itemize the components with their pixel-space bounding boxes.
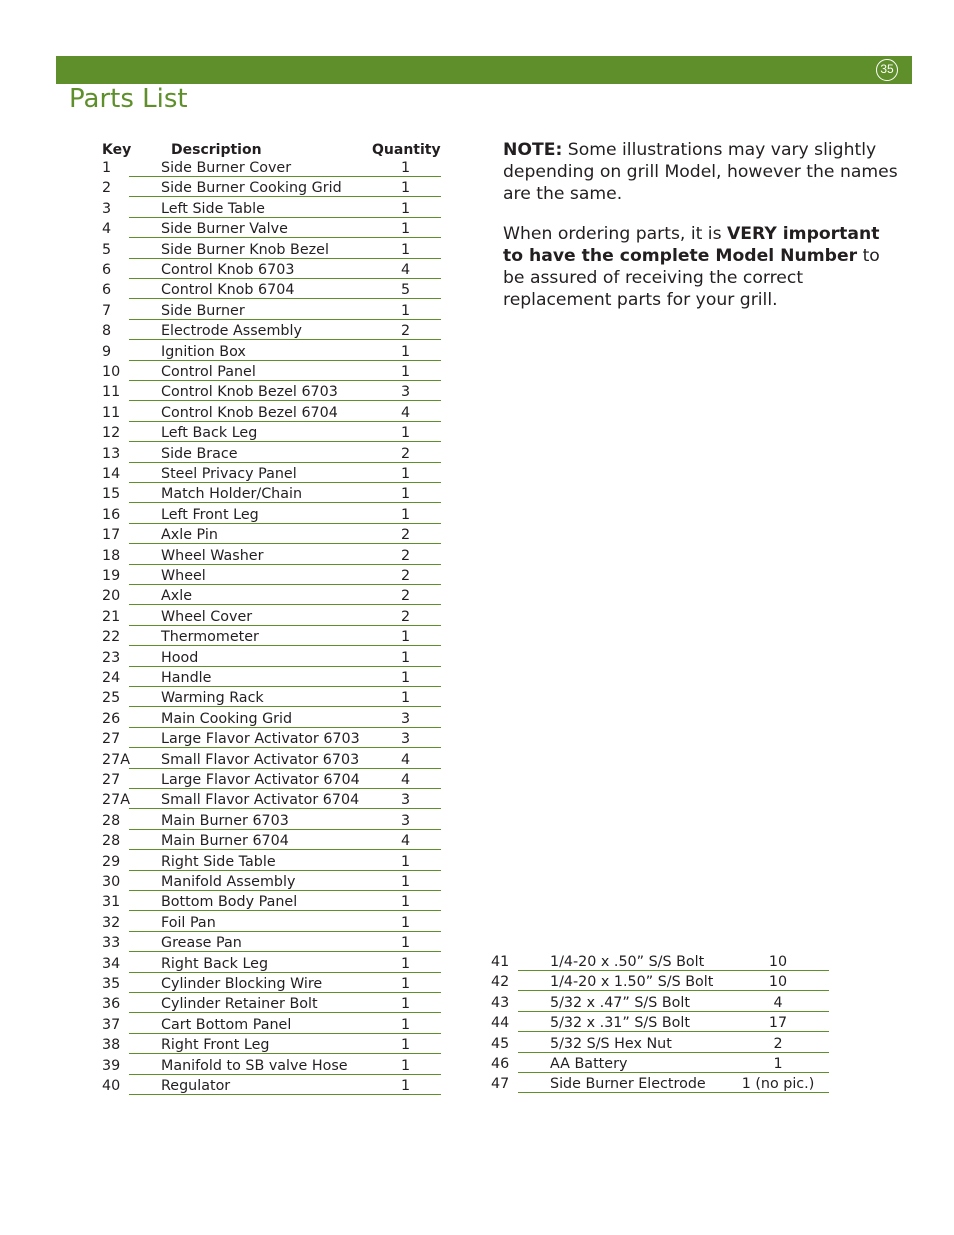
part-quantity: 2 <box>401 588 411 605</box>
part-description: Small Flavor Activator 6703 <box>161 751 360 768</box>
part-key: 40 <box>102 1078 121 1094</box>
part-key: 46 <box>491 1056 510 1072</box>
part-description: Side Burner Electrode <box>550 1076 706 1093</box>
part-description: Large Flavor Activator 6703 <box>161 731 360 748</box>
part-key: 19 <box>102 568 121 584</box>
part-key: 39 <box>102 1057 121 1074</box>
part-description: Main Burner 6703 <box>161 812 289 829</box>
part-description: 1/4-20 x 1.50” S/S Bolt <box>550 974 714 991</box>
part-key: 35 <box>102 976 121 992</box>
row-divider <box>129 584 441 585</box>
part-key: 45 <box>491 1035 510 1052</box>
part-description: Manifold to SB valve Hose <box>161 1057 348 1074</box>
part-description: Right Back Leg <box>161 955 269 972</box>
part-description: Control Panel <box>161 364 256 380</box>
part-description: Side Burner Cover <box>161 160 292 176</box>
part-key: 47 <box>491 1076 510 1093</box>
part-description: Wheel Cover <box>161 608 253 625</box>
part-quantity: 1 <box>401 914 411 931</box>
row-divider <box>129 176 441 177</box>
table-row <box>0 934 954 954</box>
row-divider <box>129 604 441 605</box>
header-bar <box>56 56 912 84</box>
part-description: Cylinder Blocking Wire <box>161 976 323 992</box>
table-row <box>0 730 954 750</box>
table-row <box>0 343 954 363</box>
part-key: 22 <box>102 629 121 646</box>
part-quantity: 2 <box>401 547 411 564</box>
part-description: Hood <box>161 649 199 666</box>
row-divider <box>129 237 441 238</box>
part-key: 12 <box>102 425 121 442</box>
part-key: 28 <box>102 833 121 850</box>
part-quantity: 1 <box>401 302 411 319</box>
part-quantity: 3 <box>401 731 411 748</box>
row-divider <box>518 990 829 991</box>
part-description: Main Burner 6704 <box>161 833 289 850</box>
table-row <box>0 771 954 791</box>
column-header-quantity: Quantity <box>372 142 441 158</box>
ordering-text-end: to be assured of receiving the correct replacement parts for your grill. <box>503 246 880 310</box>
part-key: 27 <box>102 731 121 748</box>
part-quantity: 1 <box>401 670 411 686</box>
table-row <box>0 383 954 403</box>
part-quantity: 1 <box>401 1016 411 1033</box>
row-divider <box>129 890 441 891</box>
part-key: 18 <box>102 547 121 564</box>
column-header-key: Key <box>102 142 132 158</box>
table-row <box>0 812 954 832</box>
part-quantity: 1 <box>401 894 411 911</box>
row-divider <box>129 543 441 544</box>
row-divider <box>129 931 441 932</box>
table-row <box>0 445 954 465</box>
part-description: Side Brace <box>161 445 238 462</box>
row-divider <box>129 462 441 463</box>
part-quantity: 2 <box>401 323 411 340</box>
part-key: 14 <box>102 466 121 482</box>
part-key: 41 <box>491 954 510 970</box>
table-row <box>0 1014 954 1034</box>
part-quantity: 1 <box>401 1057 411 1074</box>
ordering-emphasis: VERY important to have the complete Model Number <box>503 224 880 266</box>
part-quantity: 2 <box>401 608 411 625</box>
part-quantity: 1 <box>401 935 411 952</box>
row-divider <box>129 870 441 871</box>
part-description: Main Cooking Grid <box>161 710 293 727</box>
part-description: Left Front Leg <box>161 506 259 523</box>
part-key: 13 <box>102 445 121 462</box>
part-key: 33 <box>102 935 121 952</box>
part-quantity: 4 <box>773 994 783 1011</box>
part-description: Ignition Box <box>161 343 246 360</box>
part-quantity: 1 <box>401 874 411 890</box>
part-description: Side Burner Knob Bezel <box>161 241 329 258</box>
part-description: Control Knob 6704 <box>161 282 295 299</box>
part-key: 23 <box>102 649 121 666</box>
row-divider <box>129 849 441 850</box>
part-quantity: 1 <box>401 221 411 238</box>
part-quantity: 1 (no pic.) <box>741 1076 815 1093</box>
part-description: Side Burner Valve <box>161 221 288 238</box>
part-quantity: 2 <box>773 1035 783 1052</box>
row-divider <box>129 278 441 279</box>
row-divider <box>129 339 441 340</box>
part-key: 8 <box>102 323 112 340</box>
row-divider <box>129 686 441 687</box>
part-quantity: 1 <box>401 955 411 972</box>
row-divider <box>129 482 441 483</box>
part-key: 25 <box>102 690 121 707</box>
part-key: 1 <box>102 160 112 176</box>
part-key: 6 <box>102 282 112 299</box>
table-row <box>0 506 954 526</box>
part-description: Control Knob 6703 <box>161 262 295 278</box>
part-key: 11 <box>102 404 121 421</box>
note-text: Some illustrations may vary slightly depending on grill Model, however the names are the same. <box>503 140 898 204</box>
table-row <box>0 914 954 934</box>
table-row <box>0 1055 954 1075</box>
table-row <box>0 873 954 893</box>
table-row <box>0 649 954 669</box>
ordering-paragraph <box>503 223 903 311</box>
part-key: 27A <box>102 792 130 809</box>
part-key: 34 <box>102 955 121 972</box>
row-divider <box>518 970 829 971</box>
part-description: AA Battery <box>550 1056 628 1072</box>
table-row <box>0 465 954 485</box>
row-divider <box>129 645 441 646</box>
part-quantity: 3 <box>401 792 411 809</box>
part-key: 30 <box>102 874 121 890</box>
part-key: 6 <box>102 262 112 278</box>
part-key: 27A <box>102 751 130 768</box>
part-description: Grease Pan <box>161 935 242 952</box>
part-quantity: 1 <box>401 343 411 360</box>
table-row <box>0 791 954 811</box>
page-number-badge: 35 <box>876 59 898 81</box>
part-quantity: 1 <box>773 1056 783 1072</box>
table-row <box>0 973 954 993</box>
part-quantity: 3 <box>401 710 411 727</box>
column-header-description: Description <box>171 142 262 158</box>
row-divider <box>129 421 441 422</box>
part-quantity: 1 <box>401 486 411 503</box>
row-divider <box>129 768 441 769</box>
row-divider <box>129 298 441 299</box>
table-row <box>0 363 954 383</box>
row-divider <box>129 441 441 442</box>
table-row <box>0 893 954 913</box>
part-quantity: 1 <box>401 629 411 646</box>
table-row <box>0 1035 954 1055</box>
part-description: 1/4-20 x .50” S/S Bolt <box>550 954 705 970</box>
table-row <box>0 424 954 444</box>
part-quantity: 1 <box>401 241 411 258</box>
table-row <box>0 404 954 424</box>
part-description: 5/32 S/S Hex Nut <box>550 1035 672 1052</box>
row-divider <box>129 360 441 361</box>
part-quantity: 4 <box>401 404 411 421</box>
part-quantity: 5 <box>401 282 411 299</box>
part-key: 29 <box>102 853 121 870</box>
part-key: 26 <box>102 710 121 727</box>
part-key: 27 <box>102 772 121 788</box>
part-key: 7 <box>102 302 112 319</box>
part-quantity: 1 <box>401 506 411 523</box>
ordering-text-start: When ordering parts, it is <box>503 224 727 244</box>
part-key: 37 <box>102 1016 121 1033</box>
part-key: 16 <box>102 506 121 523</box>
part-quantity: 4 <box>401 262 411 278</box>
table-row <box>0 669 954 689</box>
row-divider <box>129 747 441 748</box>
part-quantity: 1 <box>401 649 411 666</box>
part-key: 42 <box>491 974 510 991</box>
table-row <box>0 994 954 1014</box>
part-description: Bottom Body Panel <box>161 894 298 911</box>
part-quantity: 1 <box>401 996 411 1013</box>
part-description: Axle <box>161 588 193 605</box>
part-description: Right Side Table <box>161 853 276 870</box>
part-description: Control Knob Bezel 6703 <box>161 384 338 401</box>
part-key: 20 <box>102 588 121 605</box>
part-quantity: 1 <box>401 853 411 870</box>
part-quantity: 3 <box>401 812 411 829</box>
part-key: 2 <box>102 180 112 197</box>
row-divider <box>129 400 441 401</box>
part-key: 21 <box>102 608 121 625</box>
row-divider <box>129 319 441 320</box>
part-quantity: 1 <box>401 690 411 707</box>
table-row <box>0 526 954 546</box>
row-divider <box>129 217 441 218</box>
part-quantity: 2 <box>401 568 411 584</box>
table-row <box>0 953 954 973</box>
row-divider <box>518 1031 829 1032</box>
page-title: Parts List <box>69 84 188 114</box>
part-description: Electrode Assembly <box>161 323 302 340</box>
part-key: 36 <box>102 996 121 1013</box>
part-quantity: 1 <box>401 364 411 380</box>
table-row <box>0 710 954 730</box>
row-divider <box>129 808 441 809</box>
part-key: 10 <box>102 364 121 380</box>
table-row <box>0 587 954 607</box>
row-divider <box>129 564 441 565</box>
part-description: Right Front Leg <box>161 1037 270 1054</box>
part-quantity: 1 <box>401 180 411 197</box>
part-quantity: 3 <box>401 384 411 401</box>
part-key: 17 <box>102 527 121 544</box>
part-description: Warming Rack <box>161 690 264 707</box>
part-description: Cart Bottom Panel <box>161 1016 292 1033</box>
part-quantity: 1 <box>401 1037 411 1054</box>
row-divider <box>129 380 441 381</box>
part-key: 4 <box>102 221 112 238</box>
table-row <box>0 567 954 587</box>
table-row <box>0 628 954 648</box>
part-key: 24 <box>102 670 121 686</box>
part-description: Left Side Table <box>161 200 265 217</box>
part-description: Foil Pan <box>161 914 216 931</box>
part-key: 3 <box>102 200 112 217</box>
part-quantity: 1 <box>401 160 411 176</box>
part-description: Wheel Washer <box>161 547 264 564</box>
part-key: 9 <box>102 343 112 360</box>
note-panel <box>503 139 903 329</box>
part-description: Cylinder Retainer Bolt <box>161 996 318 1013</box>
note-label: NOTE: <box>503 140 563 160</box>
part-key: 15 <box>102 486 121 503</box>
part-key: 44 <box>491 1015 510 1032</box>
part-quantity: 1 <box>401 466 411 482</box>
table-row <box>0 689 954 709</box>
part-description: Side Burner <box>161 302 245 319</box>
part-description: 5/32 x .47” S/S Bolt <box>550 994 690 1011</box>
part-quantity: 1 <box>401 425 411 442</box>
row-divider <box>129 502 441 503</box>
table-row <box>0 751 954 771</box>
part-key: 11 <box>102 384 121 401</box>
part-description: Thermometer <box>161 629 259 646</box>
row-divider <box>129 258 441 259</box>
part-quantity: 1 <box>401 976 411 992</box>
part-key: 43 <box>491 994 510 1011</box>
part-key: 28 <box>102 812 121 829</box>
part-description: Axle Pin <box>161 527 218 544</box>
part-description: Steel Privacy Panel <box>161 466 297 482</box>
row-divider <box>518 1072 829 1073</box>
part-quantity: 1 <box>401 1078 411 1094</box>
part-description: Wheel <box>161 568 206 584</box>
part-description: Match Holder/Chain <box>161 486 303 503</box>
row-divider <box>129 706 441 707</box>
part-quantity: 4 <box>401 751 411 768</box>
part-quantity: 4 <box>401 772 411 788</box>
part-quantity: 10 <box>768 954 788 970</box>
part-quantity: 4 <box>401 833 411 850</box>
part-quantity: 17 <box>768 1015 788 1032</box>
row-divider <box>518 1092 829 1093</box>
part-key: 5 <box>102 241 112 258</box>
part-description: Manifold Assembly <box>161 874 296 890</box>
part-quantity: 2 <box>401 445 411 462</box>
row-divider <box>129 727 441 728</box>
part-key: 31 <box>102 894 121 911</box>
part-description: Large Flavor Activator 6704 <box>161 772 360 788</box>
row-divider <box>129 910 441 911</box>
table-row <box>0 832 954 852</box>
row-divider <box>129 196 441 197</box>
part-description: Control Knob Bezel 6704 <box>161 404 338 421</box>
part-key: 32 <box>102 914 121 931</box>
part-quantity: 1 <box>401 200 411 217</box>
part-description: 5/32 x .31” S/S Bolt <box>550 1015 690 1032</box>
part-description: Side Burner Cooking Grid <box>161 180 342 197</box>
part-description: Handle <box>161 670 212 686</box>
row-divider <box>518 1011 829 1012</box>
table-row <box>0 608 954 628</box>
table-row <box>0 853 954 873</box>
part-description: Left Back Leg <box>161 425 258 442</box>
part-quantity: 10 <box>768 974 788 991</box>
row-divider <box>129 829 441 830</box>
row-divider <box>518 1052 829 1053</box>
table-row <box>0 485 954 505</box>
part-description: Regulator <box>161 1078 231 1094</box>
row-divider <box>129 625 441 626</box>
table-row <box>0 1075 954 1095</box>
part-description: Small Flavor Activator 6704 <box>161 792 360 809</box>
row-divider <box>129 666 441 667</box>
row-divider <box>129 788 441 789</box>
note-paragraph <box>503 139 903 205</box>
row-divider <box>129 523 441 524</box>
part-key: 38 <box>102 1037 121 1054</box>
part-quantity: 2 <box>401 527 411 544</box>
table-row <box>0 547 954 567</box>
